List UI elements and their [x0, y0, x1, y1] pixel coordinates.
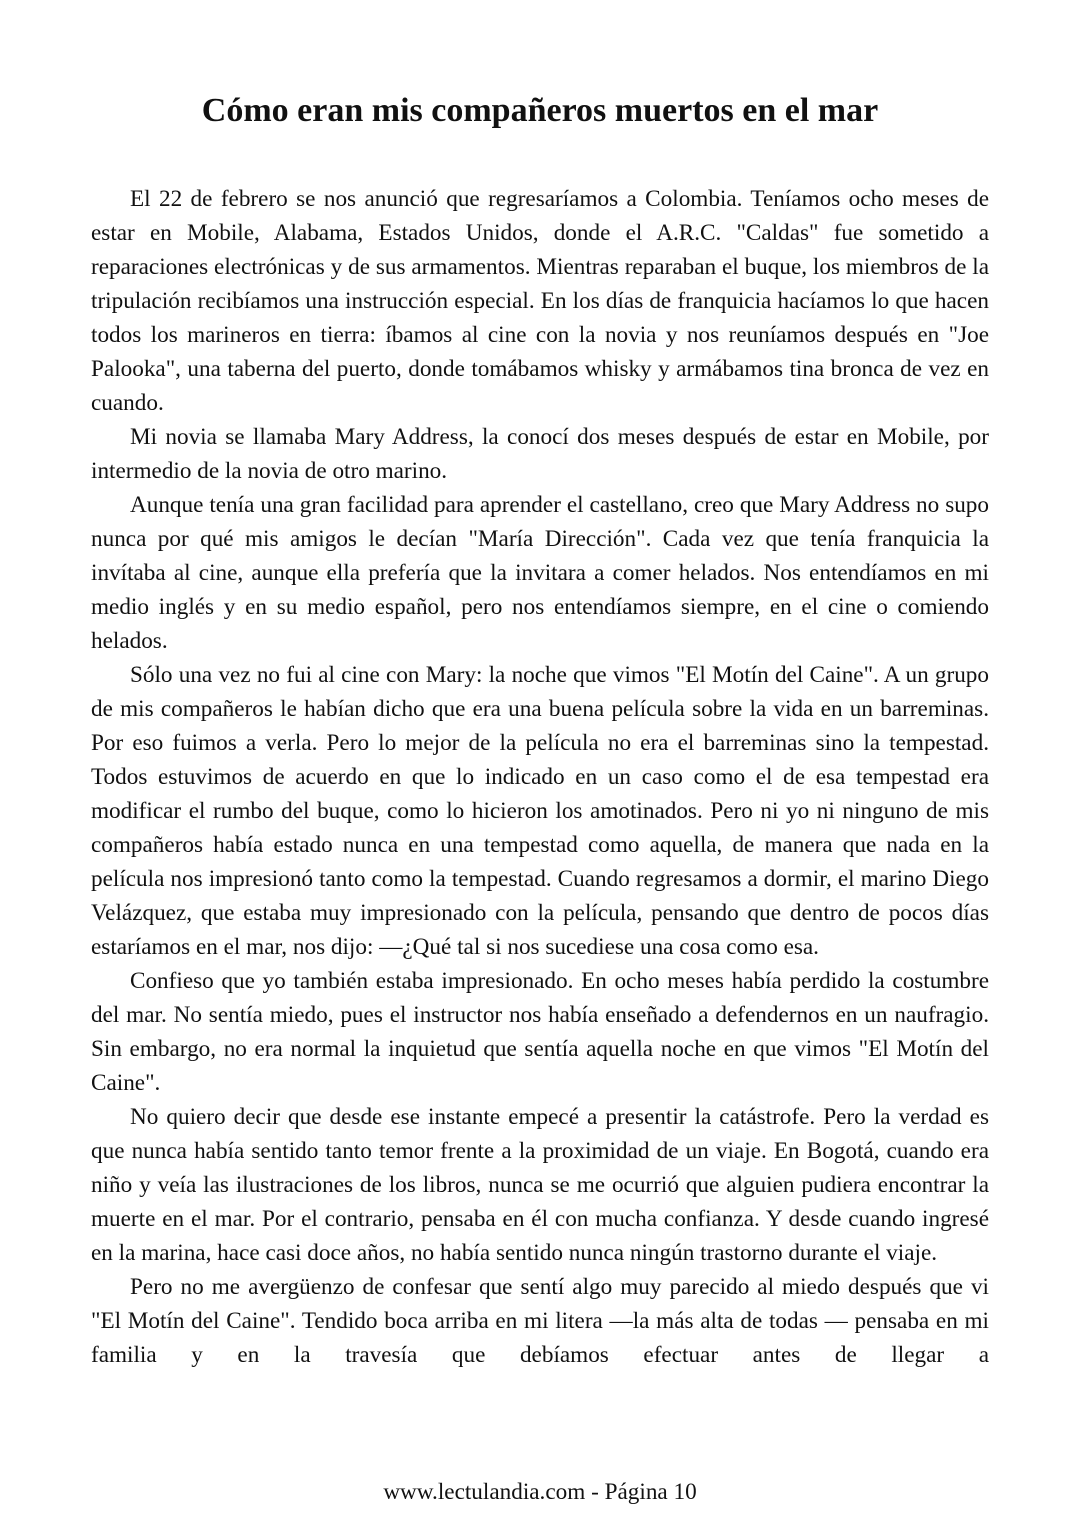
- paragraph-5: Confieso que yo también estaba impresionado. En ocho meses había perdido la costumbre del mar. No sentía miedo, pues el instructor nos había enseñado a defendernos en un naufragio. Sin embargo, no era normal la inquietud que sentía aquella noche en que vimos "El Motín del Caine".: [91, 968, 989, 1096]
- page-footer: www.lectulandia.com - Página 10: [383, 1479, 697, 1505]
- paragraph-7: Pero no me avergüenzo de confesar que sentí algo muy parecido al miedo después que vi "El Motín del Caine". Tendido boca arriba en mi litera —la más alta de todas — pensaba en mi familia y en la travesía que debíamos efectuar antes de llegar a: [91, 1274, 989, 1368]
- paragraph-2: Mi novia se llamaba Mary Address, la conocí dos meses después de estar en Mobile, por intermedio de la novia de otro marino.: [91, 424, 989, 484]
- paragraph-3: Aunque tenía una gran facilidad para aprender el castellano, creo que Mary Address no supo nunca por qué mis amigos le decían "María Dirección". Cada vez que tenía franquicia la invítaba al cine, aunque ella prefería que la invitara a comer helados. Nos entendíamos en mi medio inglés y en su medio español, pero nos entendíamos siempre, en el cine o comiendo helados.: [91, 492, 989, 654]
- paragraph-6: No quiero decir que desde ese instante empecé a presentir la catástrofe. Pero la verdad es que nunca había sentido tanto temor frente a la proximidad de un viaje. En Bogotá, cuando era niño y veía las ilustraciones de los libros, nunca se me ocurrió que alguien pudiera encontrar la muerte en el mar. Por el contrario, pensaba en él con mucha confianza. Y desde cuando ingresé en la marina, hace casi doce años, no había sentido nunca ningún trastorno durante el viaje.: [91, 1104, 989, 1266]
- page-title: Cómo eran mis compañeros muertos en el mar: [201, 92, 879, 129]
- paragraph-1: El 22 de febrero se nos anunció que regresaríamos a Colombia. Teníamos ocho meses de estar en Mobile, Alabama, Estados Unidos, donde el A.R.C. "Caldas" fue sometido a reparaciones electrónicas y de sus armamentos. Mientras reparaban el buque, los miembros de la tripulación recibíamos una instrucción especial. En los días de franquicia hacíamos lo que hacen todos los marineros en tierra: íbamos al cine con la novia y nos reuníamos después en "Joe Palooka", una taberna del puerto, donde tomábamos whisky y armábamos tina bronca de vez en cuando.: [91, 186, 989, 416]
- paragraph-4: Sólo una vez no fui al cine con Mary: la noche que vimos "El Motín del Caine". A un grupo de mis compañeros le habían dicho que era una buena película sobre la vida en un barreminas. Por eso fuimos a verla. Pero lo mejor de la película no era el barreminas sino la tempestad. Todos estuvimos de acuerdo en que lo indicado en un caso como el de esa tempestad era modificar el rumbo del buque, como lo hicieron los amotinados. Pero ni yo ni ninguno de mis compañeros había estado nunca en una tempestad como aquella, de manera que nada en la película nos impresionó tanto como la tempestad. Cuando regresamos a dormir, el marino Diego Velázquez, que estaba muy impresionado con la película, pensando que dentro de pocos días estaríamos en el mar, nos dijo: —¿Qué tal si nos sucediese una cosa como esa.: [91, 662, 989, 960]
- chapter-body: [91, 182, 989, 1372]
